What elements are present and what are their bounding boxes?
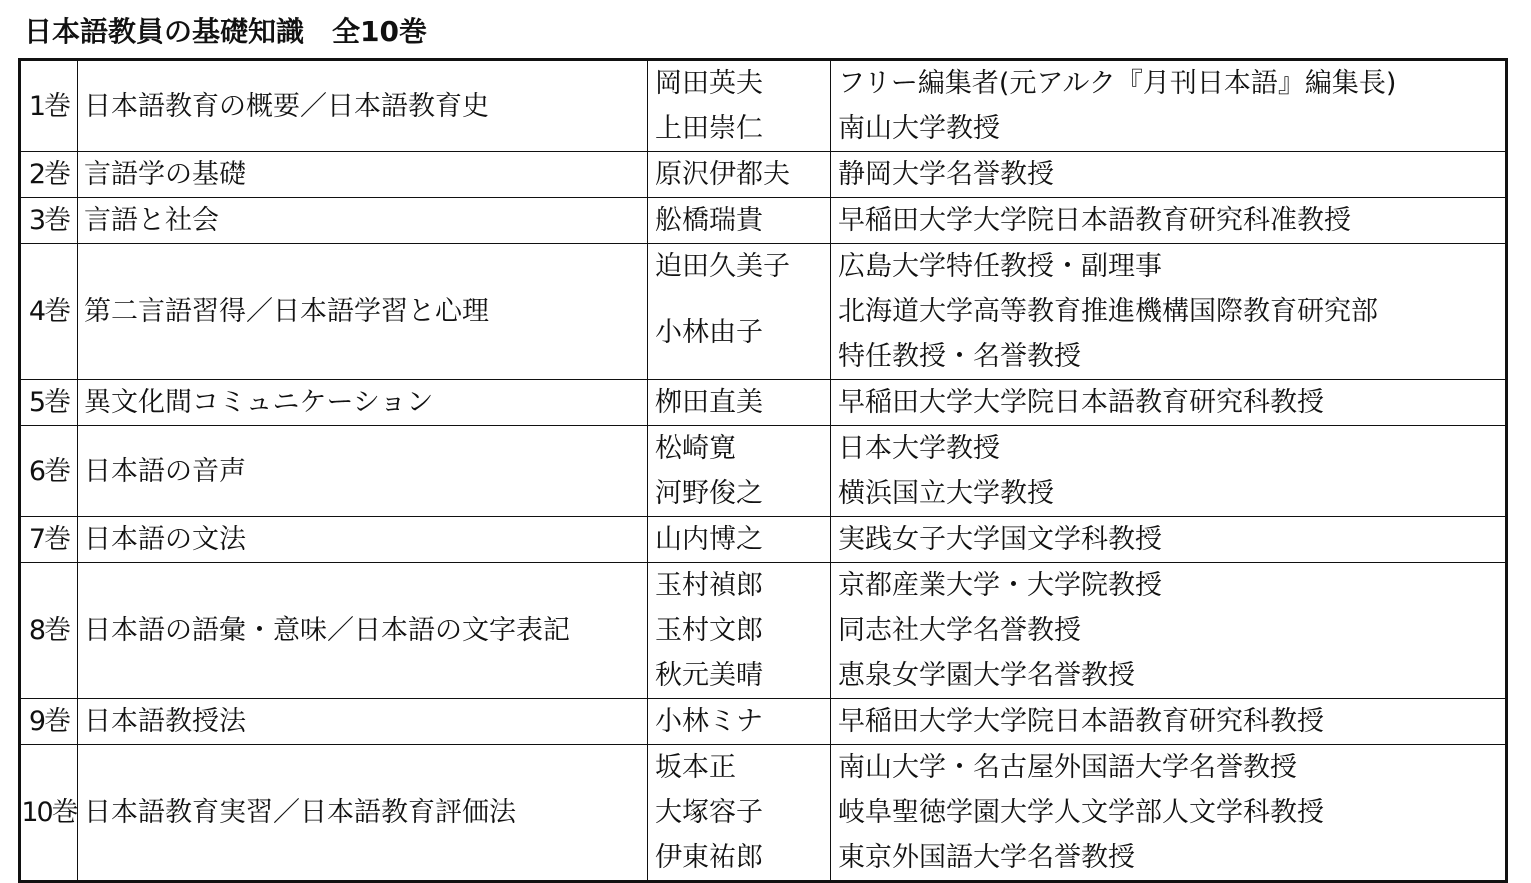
volume-title: 異文化間コミュニケーション <box>78 380 648 426</box>
affiliation-text: 北海道大学高等教育推進機構国際教育研究部 <box>838 296 1378 327</box>
affiliation-text: フリー編集者(元アルク『月刊日本語』編集長) <box>838 68 1397 99</box>
affiliation-text: 京都産業大学・大学院教授 <box>838 570 1162 601</box>
volume-number: 7巻 <box>20 517 78 563</box>
author-cell <box>648 380 831 426</box>
volume-title: 言語学の基礎 <box>78 152 648 198</box>
author-cell <box>648 699 831 745</box>
affiliation-text: 横浜国立大学教授 <box>838 478 1054 509</box>
author-cell <box>648 198 831 244</box>
volume-number: 6巻 <box>20 426 78 517</box>
volume-title: 日本語の音声 <box>78 426 648 517</box>
affiliation-cell <box>831 244 1507 380</box>
affiliation-cell <box>831 60 1507 152</box>
table-row <box>20 699 1507 745</box>
table-row <box>20 517 1507 563</box>
affiliation-text: 東京外国語大学名誉教授 <box>838 842 1135 873</box>
author-name: 小林由子 <box>655 317 763 348</box>
volume-number: 2巻 <box>20 152 78 198</box>
volume-title: 第二言語習得／日本語学習と心理 <box>78 244 648 380</box>
affiliation-cell <box>831 198 1507 244</box>
author-name: 舩橋瑞貴 <box>655 205 763 236</box>
table-row <box>20 563 1507 699</box>
affiliation-text: 岐阜聖徳学園大学人文学部人文学科教授 <box>838 797 1324 828</box>
author-name: 玉村禎郎 <box>655 570 763 601</box>
volumes-table <box>18 58 1508 883</box>
author-cell <box>648 60 831 152</box>
volume-title: 日本語教育実習／日本語教育評価法 <box>78 745 648 882</box>
author-name: 大塚容子 <box>655 797 763 828</box>
author-name: 山内博之 <box>655 524 763 555</box>
volume-title: 日本語教授法 <box>78 699 648 745</box>
affiliation-cell <box>831 380 1507 426</box>
author-name: 上田崇仁 <box>655 113 763 144</box>
affiliation-text: 広島大学特任教授・副理事 <box>838 251 1162 282</box>
table-row <box>20 745 1507 882</box>
author-name: 伊東祐郎 <box>655 842 763 873</box>
affiliation-text: 早稲田大学大学院日本語教育研究科教授 <box>838 387 1324 418</box>
volume-number: 4巻 <box>20 244 78 380</box>
author-cell <box>648 745 831 882</box>
author-name: 秋元美晴 <box>655 660 763 691</box>
affiliation-text: 静岡大学名誉教授 <box>838 159 1054 190</box>
affiliation-cell <box>831 426 1507 517</box>
table-row <box>20 244 1507 380</box>
volume-number: 1巻 <box>20 60 78 152</box>
affiliation-text: 日本大学教授 <box>838 433 1000 464</box>
table-row <box>20 380 1507 426</box>
affiliation-text: 実践女子大学国文学科教授 <box>838 524 1162 555</box>
affiliation-text: 早稲田大学大学院日本語教育研究科教授 <box>838 706 1324 737</box>
author-cell <box>648 244 831 380</box>
author-name: 迫田久美子 <box>655 251 790 282</box>
affiliation-cell <box>831 152 1507 198</box>
volume-number: 8巻 <box>20 563 78 699</box>
author-name: 河野俊之 <box>655 478 763 509</box>
affiliation-cell <box>831 563 1507 699</box>
author-name: 坂本正 <box>655 752 736 783</box>
affiliation-text: 恵泉女学園大学名誉教授 <box>838 660 1135 691</box>
author-name: 小林ミナ <box>655 706 763 737</box>
author-name: 岡田英夫 <box>655 68 763 99</box>
affiliation-cell <box>831 699 1507 745</box>
table-row <box>20 152 1507 198</box>
affiliation-text: 特任教授・名誉教授 <box>838 341 1081 372</box>
document-title: 日本語教員の基礎知識 全10巻 <box>24 15 427 48</box>
table-row <box>20 198 1507 244</box>
table-row <box>20 426 1507 517</box>
author-name: 松崎寛 <box>655 433 736 464</box>
author-cell <box>648 426 831 517</box>
author-name: 原沢伊都夫 <box>655 159 790 190</box>
volume-number: 5巻 <box>20 380 78 426</box>
affiliation-text: 同志社大学名誉教授 <box>838 615 1081 646</box>
author-cell <box>648 152 831 198</box>
volume-title: 言語と社会 <box>78 198 648 244</box>
table-row <box>20 60 1507 152</box>
author-name: 栁田直美 <box>655 387 763 418</box>
author-name: 玉村文郎 <box>655 615 763 646</box>
affiliation-text: 南山大学教授 <box>838 113 1000 144</box>
author-cell <box>648 563 831 699</box>
affiliation-cell <box>831 745 1507 882</box>
affiliation-text: 南山大学・名古屋外国語大学名誉教授 <box>838 752 1297 783</box>
volume-number: 3巻 <box>20 198 78 244</box>
volume-title: 日本語の語彙・意味／日本語の文字表記 <box>78 563 648 699</box>
volume-title: 日本語の文法 <box>78 517 648 563</box>
affiliation-text: 早稲田大学大学院日本語教育研究科准教授 <box>838 205 1351 236</box>
volume-number: 10巻 <box>20 745 78 882</box>
affiliation-cell <box>831 517 1507 563</box>
volume-number: 9巻 <box>20 699 78 745</box>
author-cell <box>648 517 831 563</box>
volume-title: 日本語教育の概要／日本語教育史 <box>78 60 648 152</box>
